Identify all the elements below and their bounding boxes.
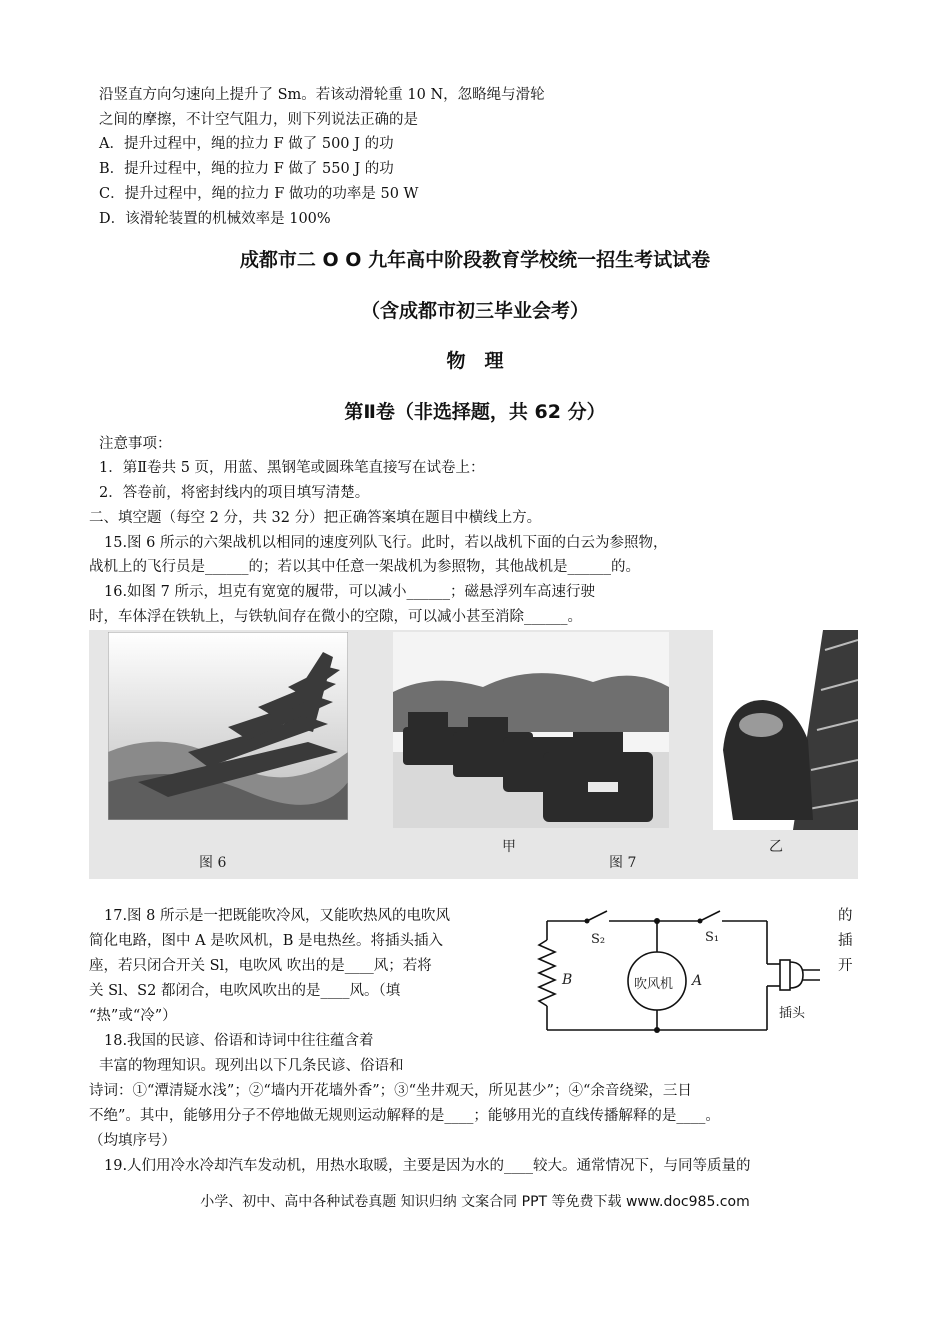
q15-line1: 15.图 6 所示的六架战机以相同的速度列队飞行。此时，若以战机下面的白云为参照物， [104, 535, 668, 551]
heater-b-label: B [562, 972, 573, 988]
figure-7-caption: 图 7 [609, 855, 637, 871]
q17-line4: 关 Sl、S2 都闭合，电吹风吹出的是____风。（填 [89, 983, 401, 999]
section-heading: 二、填空题（每空 2 分，共 32 分）把正确答案填在题目中横线上方。 [89, 510, 542, 526]
q17-line3: 座，若只闭合开关 Sl，电吹风 吹出的是____风；若将 [89, 958, 432, 974]
exam-subtitle: （含成都市初三毕业会考） [360, 300, 589, 322]
fan-a-label: A [692, 973, 703, 989]
fighter-jets-photo [108, 632, 348, 820]
q15-line2: 战机上的飞行员是______的；若以其中任意一架战机为参照物，其他战机是______的。 [89, 559, 640, 575]
q18-line5: （均填序号） [89, 1133, 176, 1149]
q17-line2: 简化电路，图中 A 是吹风机，B 是电热丝。将插头插入 [89, 933, 443, 949]
q16-line1: 16.如图 7 所示，坦克有宽宽的履带，可以减小______；磁悬浮列车高速行驶 [104, 584, 596, 600]
q18-line4: 不绝”。其中，能够用分子不停地做无规则运动解释的是____；能够用光的直线传播解释的是____。 [89, 1108, 720, 1124]
hair-dryer-circuit [535, 900, 835, 1048]
q14-option-d: D．该滑轮装置的机械效率是 100% [99, 211, 331, 227]
fan-label: 吹风机 [634, 977, 674, 992]
figure-6-caption: 图 6 [199, 855, 227, 871]
q18-line3: 诗词：①“潭清疑水浅”；②“墙内开花墙外香”；③“坐井观天，所见甚少”；④“余音绕梁，三日 [89, 1083, 692, 1099]
q14-line2: 之间的摩擦，不计空气阻力，则下列说法正确的是 [99, 112, 418, 128]
switch-s2-label: S₂ [591, 932, 606, 947]
q17-line1: 17.图 8 所示是一把既能吹冷风，又能吹热风的电吹风 [104, 908, 451, 924]
q14-line1: 沿竖直方向匀速向上提升了 Sm。若该动滑轮重 10 N，忽略绳与滑轮 [99, 87, 545, 103]
q18-line1: 18.我国的民谚、俗语和诗词中往往蕴含着 [104, 1033, 374, 1049]
notes-heading: 注意事项： [99, 436, 172, 452]
plug-label: 插头 [779, 1006, 806, 1021]
q14-option-c: C．提升过程中，绳的拉力 F 做功的功率是 50 W [99, 186, 419, 202]
q14-option-b: B．提升过程中，绳的拉力 F 做了 550 J 的功 [99, 161, 394, 177]
notes-item-1: 1．第Ⅱ卷共 5 页，用蓝、黑钢笔或圆珠笔直接写在试卷上： [99, 460, 485, 476]
figure-strip [89, 630, 858, 879]
tanks-photo [393, 632, 669, 828]
figure-7-jia-label: 甲 [502, 839, 516, 855]
q16-line2: 时，车体浮在铁轨上，与铁轨间存在微小的空隙，可以减小甚至消除______。 [89, 609, 582, 625]
exam-title: 成都市二 O O 九年高中阶段教育学校统一招生考试试卷 [239, 249, 711, 271]
q17-line5: “热”或“冷”） [89, 1008, 177, 1024]
q19-line1: 19.人们用冷水冷却汽车发动机，用热水取暖，主要是因为水的____较大。通常情况下，与同等质量的 [104, 1158, 751, 1174]
notes-item-2: 2．答卷前，将密封线内的项目填写清楚。 [99, 485, 370, 501]
q14-option-a: A．提升过程中，绳的拉力 F 做了 500 J 的功 [99, 136, 394, 152]
figure-7-yi-label: 乙 [769, 839, 783, 855]
maglev-train-photo [713, 630, 858, 830]
q17-line2-end: 插 [838, 933, 853, 949]
q17-line1-end: 的 [838, 908, 853, 924]
page-footer: 小学、初中、高中各种试卷真题 知识归纳 文案合同 PPT 等免费下载 www.doc985.com [200, 1194, 750, 1210]
part-title: 第Ⅱ卷（非选择题，共 62 分） [344, 401, 606, 423]
switch-s1-label: S₁ [705, 930, 720, 945]
subject-title: 物 理 [446, 350, 504, 372]
q17-line3-end: 开 [838, 958, 853, 974]
q18-line2: 丰富的物理知识。现列出以下几条民谚、俗语和 [99, 1058, 404, 1074]
